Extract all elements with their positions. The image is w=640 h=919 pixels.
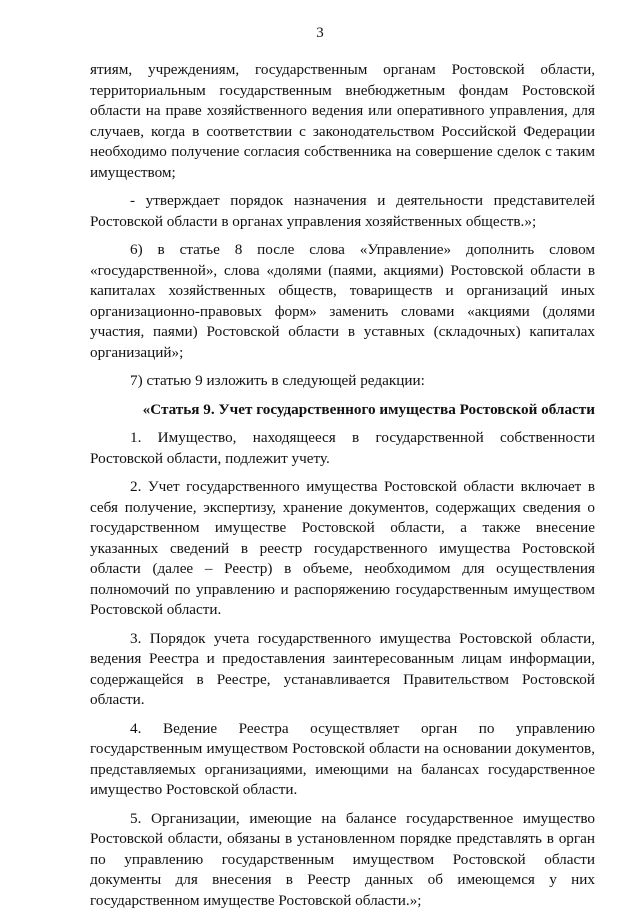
paragraph-representatives: - утверждает порядок назначения и деятельности представителей Ростовской области в органах управления хозяйственных обществ.»;	[90, 192, 595, 230]
clause-1: 1. Имущество, находящееся в государственной собственности Ростовской области, подлежит учету.	[90, 429, 595, 467]
paragraph-continuation: ятиям, учреждениям, государственным органам Ростовской области, территориальным государственным внебюджетным фондам Ростовской области на праве хозяйственного ведения или оперативного управления, для случаев, когда в соответствии с законодательством Российской Федерации необходимо получение согласия собственника на совершение сделок с таким имуществом;	[90, 61, 595, 181]
clause-2: 2. Учет государственного имущества Ростовской области включает в себя получение, экспертизу, хранение документов, содержащих сведения о государственном имуществе Ростовской области, а также внесение указанных сведений в реестр государственного имущества Ростовской области (далее – Реестр) в объеме, необходимом для осуществления полномочий по управлению и распоряжению государственным имуществом Ростовской области.	[90, 478, 595, 618]
page-number: 3	[316, 25, 324, 41]
clause-5: 5. Организации, имеющие на балансе государственное имущество Ростовской области, обязаны в установленном порядке представлять в орган по управлению государственным имуществом Ростовской области документы для внесения в Реестр данных об имеющемся у них государственном имуществе Ростовской области.»;	[90, 809, 595, 909]
clause-4: 4. Ведение Реестра осуществляет орган по управлению государственным имуществом Ростовской области на основании документов, представляемых организациями, имеющими на балансах государственное имущество Ростовской области.	[90, 719, 595, 798]
article-9-heading: «Статья 9. Учет государственного имущества Ростовской области	[142, 400, 595, 418]
document-body	[90, 60, 595, 919]
paragraph-article-9-intro: 7) статью 9 изложить в следующей редакции:	[130, 372, 425, 389]
paragraph-article-8-amendment: 6) в статье 8 после слова «Управление» дополнить словом «государственной», слова «долями (паями, акциями) Ростовской области в капиталах хозяйственных обществ, товариществ и организаций иных организационно-правовых форм» заменить словами «акциями (долями участия, паями) Ростовской области в уставных (складочных) капиталах организаций»;	[90, 241, 595, 361]
clause-3: 3. Порядок учета государственного имущества Ростовской области, ведения Реестра и предоставления заинтересованным лицам информации, содержащейся в Реестре, устанавливается Правительством Ростовской области.	[90, 629, 595, 708]
